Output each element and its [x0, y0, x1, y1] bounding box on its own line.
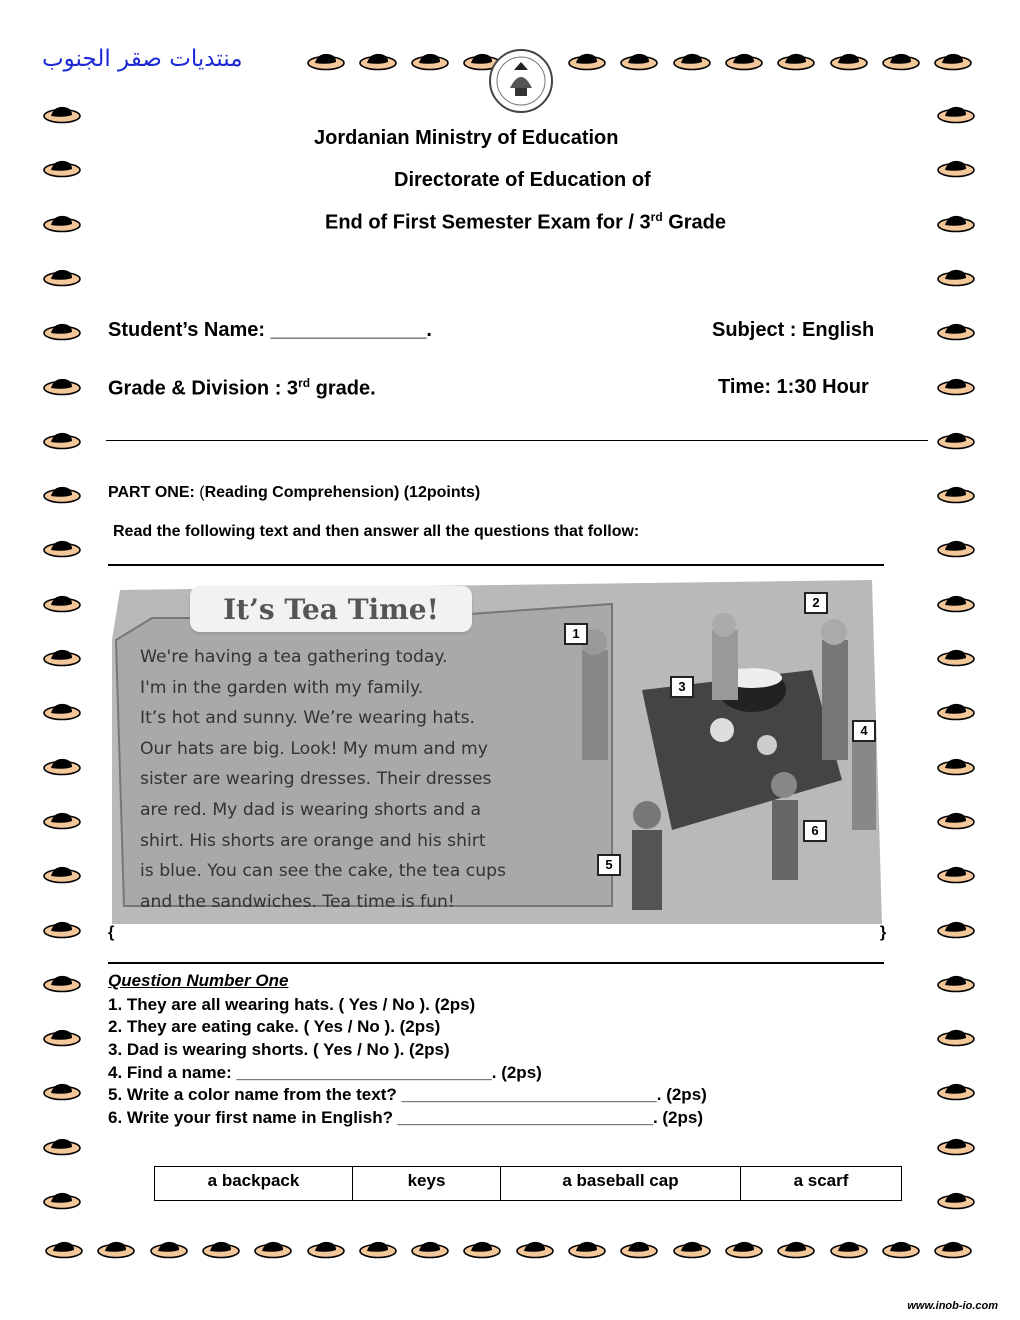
hat-icon	[42, 1080, 82, 1102]
hat-icon	[936, 266, 976, 288]
student-name-field[interactable]: Student’s Name: ______________.	[108, 319, 432, 341]
hat-icon	[724, 50, 764, 72]
hat-icon	[936, 1026, 976, 1048]
part-one-heading: PART ONE: (Reading Comprehension) (12points)	[108, 484, 481, 501]
hat-icon	[42, 537, 82, 559]
hat-icon	[829, 50, 869, 72]
watermark-text: منتديات صقر الجنوب	[42, 46, 243, 72]
hat-icon	[936, 1080, 976, 1102]
figure-number-label: 2	[804, 592, 828, 614]
hat-icon	[672, 1238, 712, 1260]
time-label: Time: 1:30 Hour	[718, 376, 869, 398]
hat-icon	[936, 483, 976, 505]
passage-title-tab	[190, 586, 472, 632]
hat-icon	[936, 212, 976, 234]
hat-icon	[936, 809, 976, 831]
hat-icon	[42, 483, 82, 505]
passage-line: We're having a tea gathering today.	[140, 647, 448, 667]
hat-icon	[42, 755, 82, 777]
hat-icon	[358, 50, 398, 72]
hat-icon	[936, 103, 976, 125]
hat-icon	[42, 1026, 82, 1048]
question-item[interactable]: 4. Find a name: ___________________________. (2ps)	[108, 1063, 542, 1082]
hat-icon	[42, 918, 82, 940]
hat-icon	[672, 50, 712, 72]
divider-line	[108, 962, 884, 964]
hat-icon	[829, 1238, 869, 1260]
hat-icon	[936, 320, 976, 342]
hat-icon	[201, 1238, 241, 1260]
hat-icon	[42, 266, 82, 288]
hat-icon	[42, 429, 82, 451]
hat-icon	[358, 1238, 398, 1260]
hat-icon	[253, 1238, 293, 1260]
hat-icon	[410, 50, 450, 72]
hat-icon	[936, 537, 976, 559]
hat-icon	[881, 50, 921, 72]
hat-icon	[724, 1238, 764, 1260]
hat-icon	[619, 1238, 659, 1260]
hat-icon	[567, 50, 607, 72]
hat-icon	[42, 863, 82, 885]
hat-icon	[42, 375, 82, 397]
question-heading: Question Number One	[108, 971, 289, 990]
hat-icon	[776, 50, 816, 72]
hat-icon	[42, 646, 82, 668]
hat-icon	[936, 646, 976, 668]
question-item[interactable]: 1. They are all wearing hats. ( Yes / No ). (2ps)	[108, 995, 476, 1014]
hat-icon	[936, 863, 976, 885]
figure-number-label: 4	[852, 720, 876, 742]
word-table	[154, 1166, 902, 1201]
figure-number-label: 1	[564, 623, 588, 645]
hat-icon	[936, 755, 976, 777]
hat-icon	[936, 157, 976, 179]
word-cell: a baseball cap	[501, 1167, 741, 1201]
hat-icon	[306, 1238, 346, 1260]
hat-icon	[44, 1238, 84, 1260]
hat-icon	[933, 50, 973, 72]
hat-icon	[567, 1238, 607, 1260]
hat-icon	[42, 103, 82, 125]
header-ministry: Jordanian Ministry of Education	[314, 127, 619, 149]
hat-icon	[149, 1238, 189, 1260]
hat-icon	[96, 1238, 136, 1260]
hat-icon	[619, 50, 659, 72]
passage-line: is blue. You can see the cake, the tea cups	[140, 861, 506, 882]
ministry-seal-icon	[488, 48, 554, 114]
question-item[interactable]: 5. Write a color name from the text? ___________________________. (2ps)	[108, 1085, 707, 1104]
passage-line: Our hats are big. Look! My mum and my	[140, 738, 488, 759]
passage-line: are red. My dad is wearing shorts and a	[140, 799, 482, 820]
divider-line	[108, 564, 884, 566]
hat-icon	[42, 1189, 82, 1211]
hat-icon	[42, 212, 82, 234]
passage-title: It’s Tea Time!	[223, 592, 439, 626]
header-directorate: Directorate of Education of	[394, 169, 651, 191]
hat-icon	[410, 1238, 450, 1260]
hat-icon	[515, 1238, 555, 1260]
passage-line: and the sandwiches. Tea time is fun!	[140, 891, 455, 912]
figure-number-label: 3	[670, 676, 694, 698]
word-cell: a scarf	[741, 1167, 902, 1201]
hat-icon	[462, 1238, 502, 1260]
question-item[interactable]: 2. They are eating cake. ( Yes / No ). (2ps)	[108, 1017, 441, 1036]
brace-right: }	[880, 924, 887, 941]
figure-number-label: 5	[597, 854, 621, 876]
hat-icon	[42, 809, 82, 831]
header-exam-title: End of First Semester Exam for / 3rd Grade	[325, 210, 727, 234]
word-cell: keys	[353, 1167, 501, 1201]
hat-icon	[42, 320, 82, 342]
hat-icon	[936, 1135, 976, 1157]
question-item[interactable]: 6. Write your first name in English? ___________________________. (2ps)	[108, 1108, 704, 1127]
hat-icon	[42, 592, 82, 614]
hat-icon	[936, 592, 976, 614]
hat-icon	[42, 157, 82, 179]
hat-icon	[936, 972, 976, 994]
hat-icon	[306, 50, 346, 72]
word-cell: a backpack	[155, 1167, 353, 1201]
hat-icon	[42, 700, 82, 722]
hat-icon	[936, 375, 976, 397]
passage-line: sister are wearing dresses. Their dresses	[140, 769, 492, 790]
reading-instruction: Read the following text and then answer all the questions that follow:	[113, 523, 640, 540]
hat-icon	[776, 1238, 816, 1260]
question-item[interactable]: 3. Dad is wearing shorts. ( Yes / No ). (2ps)	[108, 1040, 450, 1059]
figure-number-label: 6	[803, 820, 827, 842]
hat-icon	[933, 1238, 973, 1260]
brace-left: {	[108, 924, 115, 941]
hat-icon	[936, 918, 976, 940]
passage-line: It’s hot and sunny. We’re wearing hats.	[140, 708, 475, 729]
passage-text	[140, 642, 506, 917]
grade-division-label: Grade & Division : 3rd grade.	[108, 376, 376, 400]
subject-label: Subject : English	[712, 319, 875, 341]
hat-icon	[936, 429, 976, 451]
hat-icon	[881, 1238, 921, 1260]
hat-icon	[936, 700, 976, 722]
footer-url: www.inob-io.com	[907, 1300, 998, 1312]
divider-line	[106, 440, 928, 441]
passage-line: I'm in the garden with my family.	[140, 677, 424, 698]
hat-icon	[936, 1189, 976, 1211]
hat-icon	[42, 972, 82, 994]
passage-line: shirt. His shorts are orange and his shirt	[140, 830, 486, 851]
hat-icon	[42, 1135, 82, 1157]
